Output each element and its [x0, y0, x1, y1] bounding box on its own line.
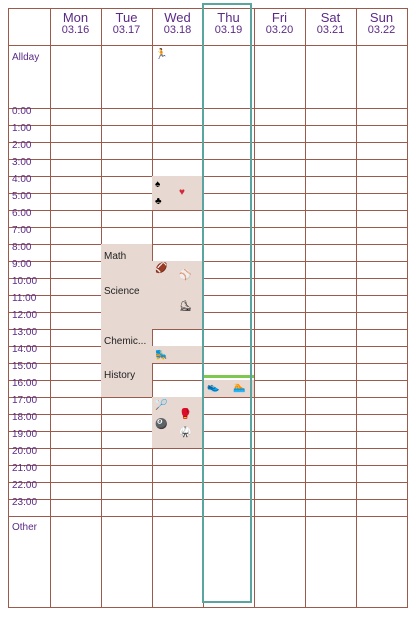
day-header-wed[interactable]: [152, 12, 203, 36]
hour-label: 7:00: [12, 225, 32, 236]
grid-line: [305, 9, 306, 607]
day-name: Sun: [369, 10, 394, 25]
day-header-sat[interactable]: [305, 12, 356, 36]
other-label: Other: [12, 522, 38, 533]
event-title: Science: [104, 286, 140, 297]
hour-label: 12:00: [12, 310, 38, 321]
day-header-tue[interactable]: [101, 12, 152, 36]
hour-label: 1:00: [12, 123, 32, 134]
boxing-glove-icon: 🥊: [179, 409, 192, 420]
hour-label: 6:00: [12, 208, 32, 219]
day-date: 03.18: [163, 24, 192, 36]
runner-icon: 🏃: [155, 49, 168, 60]
day-name: Thu: [217, 10, 240, 25]
hour-label: 20:00: [12, 446, 38, 457]
hour-label: 17:00: [12, 395, 38, 406]
club-icon: ♣: [155, 196, 162, 207]
day-header-mon[interactable]: [50, 12, 101, 36]
hour-label: 18:00: [12, 412, 38, 423]
heart-icon: ♥: [179, 187, 185, 198]
allday-label: Allday: [12, 52, 40, 63]
hour-label: 23:00: [12, 497, 38, 508]
grid-line: [50, 9, 51, 607]
day-header-fri[interactable]: [254, 12, 305, 36]
day-name: Sat: [320, 10, 341, 25]
hour-label: 13:00: [12, 327, 38, 338]
day-name: Wed: [164, 10, 191, 25]
hour-label: 3:00: [12, 157, 32, 168]
event-title: Chemic...: [104, 336, 147, 347]
grid-line: [254, 9, 255, 607]
day-name: Mon: [62, 10, 89, 25]
hour-label: 21:00: [12, 463, 38, 474]
hour-label: 16:00: [12, 378, 38, 389]
event-title: Math: [104, 251, 127, 262]
skate-icon: ⛸: [179, 301, 192, 312]
billiard-ball-icon: 🎱: [155, 419, 168, 430]
badminton-icon: 🏸: [155, 400, 168, 411]
hour-label: 19:00: [12, 429, 38, 440]
day-name: Tue: [115, 10, 138, 25]
hour-label: 8:00: [12, 242, 32, 253]
hour-label: 15:00: [12, 361, 38, 372]
hour-label: 5:00: [12, 191, 32, 202]
hour-label: 2:00: [12, 140, 32, 151]
sneaker-icon: 👟: [207, 382, 220, 393]
hour-label: 11:00: [12, 293, 37, 304]
today-column-highlight: [202, 3, 252, 603]
day-name: Fri: [271, 10, 288, 25]
event-title: History: [104, 370, 136, 381]
swimmer-icon: 🏊: [233, 382, 246, 393]
hour-label: 22:00: [12, 480, 38, 491]
grid-line: [356, 9, 357, 607]
hour-label: 14:00: [12, 344, 38, 355]
day-date: 03.16: [61, 24, 90, 36]
event-block[interactable]: [152, 295, 203, 329]
day-date: 03.22: [367, 24, 396, 36]
baseball-icon: ⚾: [179, 270, 192, 281]
day-date: 03.20: [265, 24, 294, 36]
hour-label: 0:00: [12, 106, 32, 117]
day-date: 03.19: [214, 24, 243, 36]
day-date: 03.17: [112, 24, 141, 36]
martial-arts-icon: 🥋: [179, 427, 192, 438]
hour-label: 9:00: [12, 259, 32, 270]
day-date: 03.21: [316, 24, 345, 36]
day-header-sun[interactable]: [356, 12, 407, 36]
spade-icon: ♠: [155, 179, 161, 190]
hour-label: 10:00: [12, 276, 38, 287]
rollerskate-icon: 🛼: [155, 350, 168, 361]
football-icon: 🏈: [155, 263, 168, 274]
hour-label: 4:00: [12, 174, 32, 185]
